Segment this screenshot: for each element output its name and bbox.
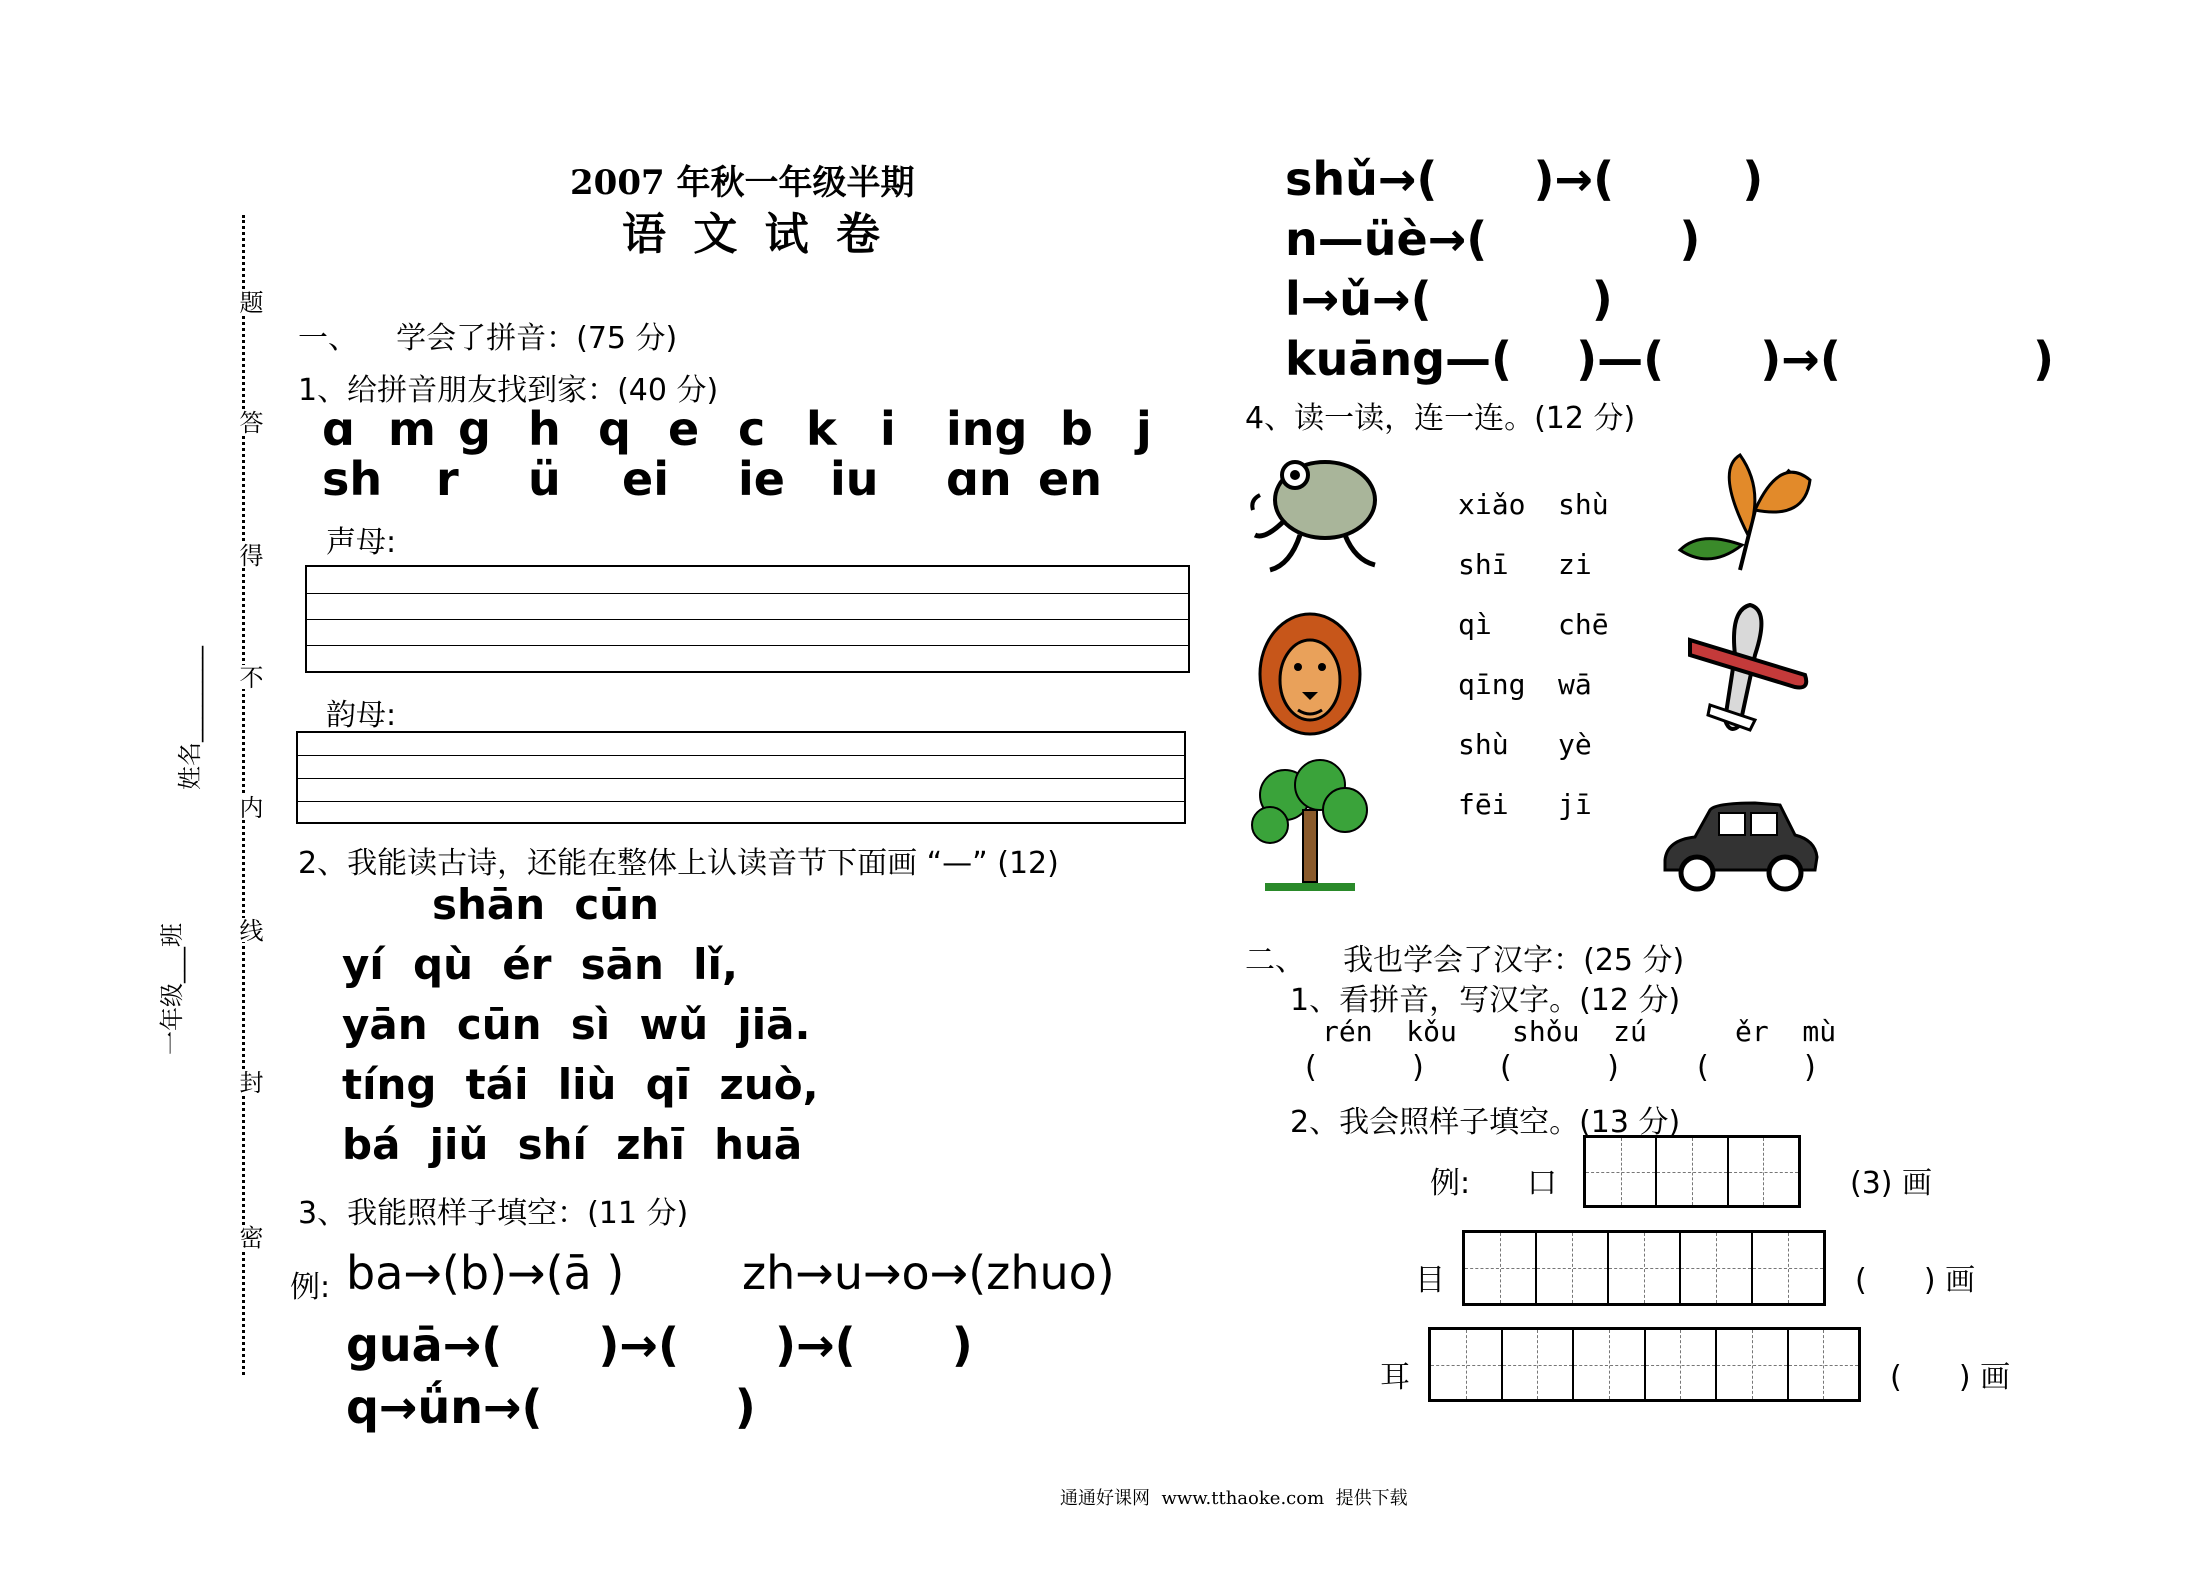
q3-example1: ba→(b)→(ā ) — [346, 1246, 625, 1300]
pinyin-letter: k — [806, 402, 837, 456]
q3-example2: zh→u→o→(zhuo) — [742, 1246, 1115, 1300]
q2-title: 2、我能读古诗，还能在整体上认读音节下面画 “—” (12) — [298, 846, 1059, 881]
pinyin-letter: g — [458, 402, 491, 456]
example-stroke-grid — [1583, 1135, 1801, 1208]
s2q2-example-label: 例: — [1430, 1166, 1471, 1201]
footer-credit: 通通好课网 www.tthaoke.com 提供下载 — [1060, 1488, 1408, 1509]
pair-left[interactable]: shù — [1458, 728, 1509, 761]
s2q1-answer[interactable]: ( ) — [1500, 1050, 1619, 1085]
mu-stroke-grid[interactable] — [1462, 1230, 1826, 1306]
seal-char-2: 答 — [232, 410, 267, 434]
seal-char-8: 密 — [232, 1225, 267, 1249]
leaf-icon — [1670, 450, 1820, 580]
pinyin-letter: b — [1060, 402, 1093, 456]
er-stroke-count[interactable]: ( ) 画 — [1890, 1360, 2011, 1395]
poem-line: bá jiǔ shí zhī huā — [342, 1120, 803, 1169]
q4-title: 4、读一读，连一连。(12 分) — [1245, 401, 1636, 436]
seal-char-6: 线 — [232, 918, 267, 942]
pair-left[interactable]: shī — [1458, 548, 1509, 581]
pinyin-letter: sh — [322, 452, 383, 506]
s2q2-example-char: 口 — [1527, 1166, 1557, 1201]
pinyin-letter: c — [738, 402, 766, 456]
qun-fill-line[interactable]: q→ǘn→( ) — [346, 1380, 756, 1434]
pinyin-letter: en — [1038, 452, 1102, 506]
pinyin-letter: r — [436, 452, 459, 506]
er-stroke-grid[interactable] — [1428, 1327, 1861, 1402]
char-mu: 目 — [1415, 1263, 1445, 1298]
kuang-fill-line[interactable]: kuāng—( )—( )→( ) — [1285, 332, 2055, 386]
poem-line: shān cūn — [432, 880, 660, 929]
s2q1-pinyin: ěr mù — [1735, 1015, 1837, 1048]
section2-heading: 二、 我也学会了汉字：(25 分) — [1245, 943, 1685, 978]
student-name-label: 姓名________ — [176, 646, 204, 790]
frog-icon — [1245, 440, 1385, 580]
s2q1-pinyin: rén kǒu — [1322, 1015, 1457, 1048]
section1-heading: 一、 学会了拼音：(75 分) — [298, 321, 678, 356]
s2q2-title: 2、我会照样子填空。(13 分) — [1290, 1105, 1681, 1140]
poem-line: tíng tái liù qī zuò, — [342, 1060, 819, 1109]
mu-stroke-count[interactable]: ( ) 画 — [1855, 1263, 1976, 1298]
q1-title: 1、给拼音朋友找到家：(40 分) — [298, 373, 719, 408]
s2q2-example-result: (3) 画 — [1850, 1166, 1933, 1201]
pinyin-letter: iu — [830, 452, 879, 506]
q3-title: 3、我能照样子填空：(11 分) — [298, 1196, 689, 1231]
pinyin-letter: m — [388, 402, 436, 456]
pair-left[interactable]: xiǎo — [1458, 488, 1526, 521]
pair-right[interactable]: chē — [1558, 608, 1609, 641]
pinyin-letter: q — [598, 402, 631, 456]
pinyin-letter: i — [880, 402, 896, 456]
page-title: 语 文 试 卷 — [622, 209, 886, 260]
car-icon — [1655, 795, 1825, 895]
poem-line: yí qù ér sān lǐ, — [342, 940, 738, 989]
shengmu-writing-lines[interactable] — [305, 565, 1190, 673]
lu-fill-line[interactable]: l→ǔ→( ) — [1285, 272, 1613, 326]
tree-icon — [1245, 755, 1375, 895]
pair-right[interactable]: zi — [1558, 548, 1592, 581]
shu-fill-line[interactable]: shǔ→( )→( ) — [1285, 152, 1764, 206]
yunmu-label: 韵母: — [326, 698, 397, 733]
seal-char-4: 不 — [232, 665, 267, 689]
seal-char-5: 内 — [232, 795, 267, 819]
s2q1-answer[interactable]: ( ) — [1697, 1050, 1816, 1085]
seal-char-3: 得 — [232, 543, 267, 567]
lion-icon — [1258, 612, 1363, 742]
gua-fill-line[interactable]: guā→( )→( )→( ) — [346, 1318, 973, 1372]
nue-fill-line[interactable]: n—üè→( ) — [1285, 212, 1701, 266]
pair-left[interactable]: qīng — [1458, 668, 1526, 701]
pinyin-letter: ing — [946, 402, 1028, 456]
shengmu-label: 声母: — [326, 525, 397, 560]
pair-left[interactable]: qì — [1458, 608, 1492, 641]
plane-icon — [1680, 595, 1815, 740]
s2q1-pinyin: shǒu zú — [1512, 1015, 1647, 1048]
q3-example-label: 例: — [290, 1270, 331, 1305]
pair-right[interactable]: wā — [1558, 668, 1592, 701]
pinyin-letter: e — [668, 402, 700, 456]
poem-line: yān cūn sì wǔ jiā. — [342, 1000, 811, 1049]
pair-left[interactable]: fēi — [1458, 788, 1509, 821]
pair-right[interactable]: jī — [1558, 788, 1592, 821]
seal-char-1: 题 — [232, 290, 267, 314]
title-line1: 2007 年秋一年级半期 — [570, 163, 915, 203]
pinyin-letter: ie — [738, 452, 785, 506]
student-class-label: 一年级___班 — [158, 923, 186, 1055]
pinyin-letter: ü — [528, 452, 561, 506]
pinyin-letter: ɑn — [946, 452, 1012, 506]
pinyin-letter: ɑ — [322, 402, 355, 456]
yunmu-writing-lines[interactable] — [296, 731, 1186, 824]
s2q1-answer[interactable]: ( ) — [1305, 1050, 1424, 1085]
pinyin-letter: j — [1136, 402, 1152, 456]
pinyin-letter: h — [528, 402, 561, 456]
pinyin-letter: ei — [622, 452, 669, 506]
pair-right[interactable]: shù — [1558, 488, 1609, 521]
pair-right[interactable]: yè — [1558, 728, 1592, 761]
seal-char-7: 封 — [232, 1070, 267, 1094]
s2q1-title: 1、看拼音，写汉字。(12 分) — [1290, 983, 1681, 1018]
char-er: 耳 — [1380, 1360, 1410, 1395]
